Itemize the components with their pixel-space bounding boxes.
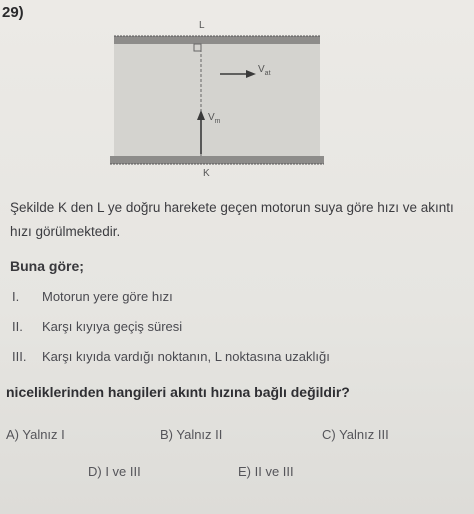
statement-2: II. Karşı kıyıya geçiş süresi: [12, 319, 183, 334]
river-diagram: [108, 14, 338, 184]
option-d[interactable]: D) I ve III: [88, 464, 141, 479]
point-l-label: L: [199, 20, 205, 31]
subhead: Buna göre;: [10, 258, 84, 274]
river-water: [114, 42, 320, 158]
top-bank: [114, 36, 320, 44]
statement-3: III. Karşı kıyıda vardığı noktanın, L noktasına uzaklığı: [12, 349, 330, 364]
option-c[interactable]: C) Yalnız III: [322, 427, 389, 442]
bottom-bank: [110, 156, 324, 164]
option-a[interactable]: A) Yalnız I: [6, 427, 65, 442]
river-diagram-svg: [108, 14, 338, 184]
motor-speed-label: $V_m$: [208, 112, 221, 125]
option-e[interactable]: E) II ve III: [238, 464, 294, 479]
option-b[interactable]: B) Yalnız II: [160, 427, 223, 442]
question-number: 29): [2, 4, 24, 21]
current-speed-label: $V_{at}$: [258, 64, 271, 77]
point-k-label: K: [203, 168, 210, 179]
question-stem: Şekilde K den L ye doğru harekete geçen motorun suya göre hızı ve akıntı hızı görülmektedir.: [10, 200, 454, 239]
question-text: niceliklerinden hangileri akıntı hızına bağlı değildir?: [6, 384, 350, 400]
statement-1: I. Motorun yere göre hızı: [12, 289, 173, 304]
